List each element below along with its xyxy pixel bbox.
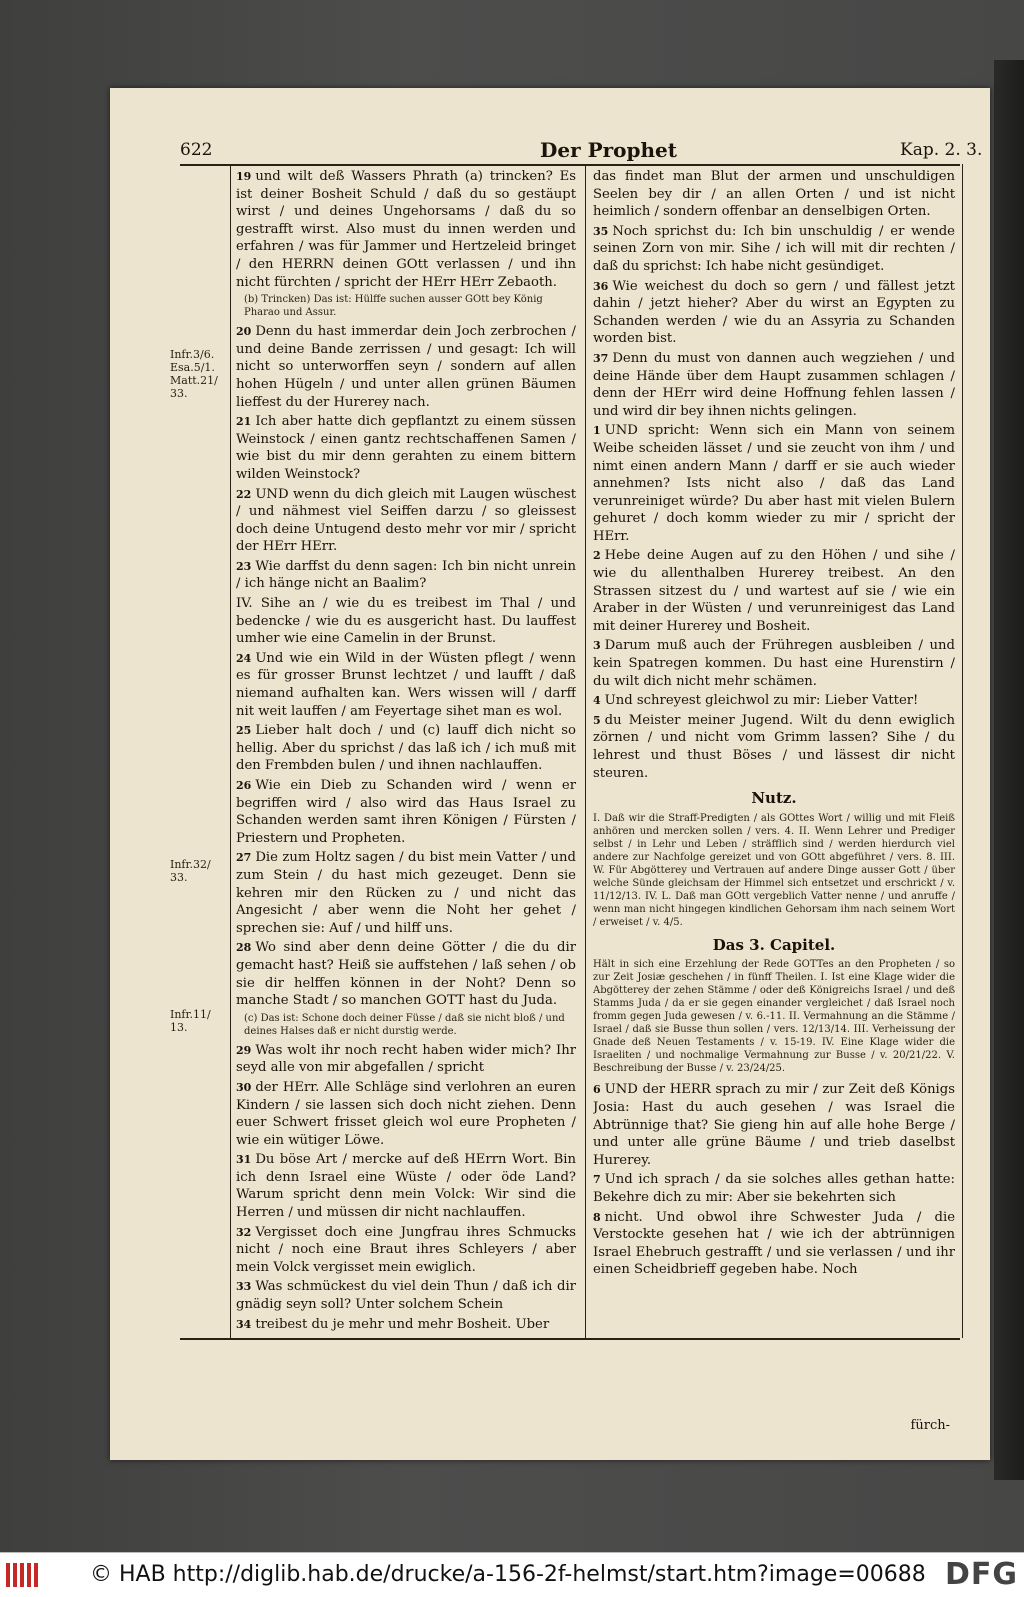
- verse-text: Vergisset doch eine Jungfrau ihres Schmucks nicht / noch eine Braut ihres Schleyers / aber mein Volck vergisset mein ewiglich.: [236, 1224, 576, 1275]
- source-url[interactable]: © HAB http://diglib.hab.de/drucke/a-156-2f-helmst/start.htm?image=00688: [90, 1562, 926, 1587]
- verse-number: 31: [236, 1153, 252, 1167]
- verse-number: 25: [236, 724, 252, 738]
- verse-paragraph: [593, 637, 955, 690]
- margin-ref: Infr.11/ 13.: [170, 1008, 211, 1034]
- book-edge: [994, 60, 1024, 1480]
- verse-paragraph: [236, 413, 576, 483]
- verse-text: Wie ein Dieb zu Schanden wird / wenn er begriffen wird / also wird das Haus Israel zu Schanden werden samt ihren Königen / Fürsten / Priestern und Propheten.: [236, 778, 576, 846]
- verse-text: UND wenn du dich gleich mit Laugen wüschest / und nähmest viel Seiffen darzu / so gleissest doch deine Untugend desto mehr vor mir / spricht der HErr HErr.: [236, 486, 576, 555]
- footnote: (b) Trincken) Das ist: Hülffe suchen ausser GOtt bey König Pharao und Assur.: [244, 294, 543, 319]
- verse-text: der HErr. Alle Schläge sind verlohren an euren Kindern / sie lassen sich doch nicht ziehen. Denn euer Schwert frisset gleich wol eure Propheten / wie ein wütiger Löwe.: [236, 1079, 576, 1148]
- verse-text: treibest du je mehr und mehr Bosheit. Uber: [255, 1316, 550, 1332]
- section-heading: Das 3. Capitel.: [712, 935, 836, 954]
- page-number: 622: [180, 140, 213, 160]
- verse-number: 33: [236, 1280, 252, 1294]
- running-title: Der Prophet: [540, 138, 677, 162]
- verse-text: das findet man Blut der armen und unschuldigen Seelen bey dir / an allen Orten / und ist nicht heimlich / sondern offenbar an denselbigen Orten.: [593, 169, 955, 220]
- verse-paragraph: [236, 939, 576, 1009]
- margin-ref: Infr.3/6. Esa.5/1. Matt.21/ 33.: [170, 348, 218, 400]
- verse-number: 37: [593, 351, 609, 365]
- verse-paragraph: [593, 422, 955, 545]
- verse-text: Darum muß auch der Frühregen ausbleiben / und kein Spatregen kommen. Du hast eine Hurenstirn / du wilt dich nicht mehr schämen.: [593, 638, 955, 689]
- verse-text: Du böse Art / mercke auf deß HErrn Wort. Bin ich denn Israel eine Wüste / oder öde Land? Warum spricht denn mein Volck: Wir sind die Herren / und müssen dir nicht nachlauffen.: [236, 1152, 576, 1221]
- verse-number: 7: [593, 1173, 601, 1187]
- page-header: [180, 136, 1024, 166]
- chapter-summary: Hält in sich eine Erzehlung der Rede GOTTes an den Propheten / so zur Zeit Josiæ geschehen / in fünff Theilen. I. Ist eine Klage wider die Abgötterey der zehen Stämme / oder deß Königreichs Israel / und deß Stamms Juda / da er sie gegen einander vergleichet / daß Israel noch fromm gegen Juda gewesen / v. 6.-11. II. Vermahnung an die Stämme / Israel / daß sie Busse thun sollen / vers. 12/13/14. III. Verheissung der Gnade deß Neuen Testaments / v. 15-19. IV. Eine Klage wider die Israeliten / und nochmalige Vermahnung zur Busse / v. 20/21/22. V. Beschreibung der Busse / v. 23/24/25.: [593, 959, 955, 1075]
- verse-text: Was schmückest du viel dein Thun / daß ich dir gnädig seyn soll? Unter solchem Schein: [236, 1279, 576, 1313]
- column-rule: [585, 164, 586, 1338]
- verse-number: 24: [236, 651, 252, 665]
- verse-number: 2: [593, 549, 601, 563]
- verse-paragraph: [593, 278, 955, 348]
- verse-paragraph: [236, 1042, 576, 1077]
- verse-paragraph: [236, 1224, 576, 1277]
- verse-paragraph: [236, 777, 576, 847]
- verse-paragraph: [236, 1151, 576, 1221]
- verse-paragraph: [593, 712, 955, 782]
- section-heading: Nutz.: [751, 789, 797, 808]
- verse-text: IV. Sihe an / wie du es treibest im Thal / und bedencke / wie du es ausgericht hast. Du lauffest umher wie eine Camelin in der Brunst.: [236, 596, 576, 647]
- footnote: (c) Das ist: Schone doch deiner Füsse / daß sie nicht bloß / und deines Halses daß er nicht durstig werde.: [244, 1012, 565, 1037]
- verse-number: 22: [236, 487, 252, 501]
- verse-number: 36: [593, 279, 609, 293]
- verse-paragraph: [236, 558, 576, 593]
- footer-bar: [0, 1552, 1024, 1597]
- verse-paragraph: [236, 722, 576, 775]
- verse-number: 30: [236, 1080, 252, 1094]
- verse-paragraph: [593, 547, 955, 635]
- verse-number: 1: [593, 424, 601, 438]
- verse-text: Hebe deine Augen auf zu den Höhen / und sihe / wie du allenthalben Hurerey treibest. An den Strassen sitzest du / und wartest auf sie / wie ein Araber in der Wüsten / und verunreinigest das Land mit deiner Hurerey und Bosheit.: [593, 548, 955, 634]
- verse-number: 23: [236, 559, 252, 573]
- verse-text: Wie weichest du doch so gern / und fällest jetzt dahin / jetzt hieher? Aber du wirst an Egypten zu Schanden werden / wie du an Assyria zu Schanden worden bist.: [593, 278, 955, 347]
- verse-paragraph: [593, 1081, 955, 1169]
- verse-text: Wo sind aber denn deine Götter / die du dir gemacht hast? Heiß sie auffstehen / laß sehen / ob sie dir helffen können in der Noht? Denn so manche Stadt / so manchen GOTT hast du Juda.: [236, 940, 576, 1009]
- verse-paragraph: [593, 223, 955, 276]
- verse-text: Noch sprichst du: Ich bin unschuldig / er wende seinen Zorn von mir. Sihe / ich will mit dir rechten / daß du sprichst: Ich habe nicht gesündiget.: [593, 223, 955, 274]
- verse-number: 19: [236, 170, 252, 183]
- margin-rule: [230, 164, 231, 1338]
- verse-number: 8: [593, 1210, 601, 1224]
- verse-number: 20: [236, 325, 252, 339]
- verse-text: Lieber halt doch / und (c) lauff dich nicht so hellig. Aber du sprichst / das laß ich / ich muß mit den Frembden bulen / und ihnen nachlauffen.: [236, 723, 576, 774]
- verse-text: Denn du hast immerdar dein Joch zerbrochen / und deine Bande zerrissen / und gesagt: Ich will nicht so unterworffen seyn / sondern auf allen hohen Hügeln / und unter allen grünen Bäumen lieffest du der Hurerey nach.: [236, 324, 576, 410]
- chapter-label: Kap. 2. 3.: [900, 140, 983, 160]
- verse-text: Denn du must von dannen auch wegziehen / und deine Hände über dem Haupt zusammen schlagen / denn der HErr wird deine Hoffnung fehlen lassen / und wird dir bey ihnen nichts gelingen.: [593, 350, 955, 419]
- verse-paragraph: [236, 595, 576, 648]
- margin-ref: Infr.32/ 33.: [170, 858, 211, 884]
- verse-text: Und schreyest gleichwol zu mir: Lieber Vatter!: [604, 693, 919, 709]
- verse-text: Wie darffst du denn sagen: Ich bin nicht unrein / ich hänge nicht an Baalim?: [236, 558, 576, 592]
- verse-number: 35: [593, 224, 609, 238]
- verse-paragraph: [593, 350, 955, 420]
- verse-paragraph: [593, 1171, 955, 1206]
- verse-text: Was wolt ihr noch recht haben wider mich? Ihr seyd alle von mir abgefallen / spricht: [236, 1042, 576, 1076]
- verse-paragraph: [236, 486, 576, 556]
- verse-number: 28: [236, 941, 252, 955]
- verse-text: du Meister meiner Jugend. Wilt du denn ewiglich zörnen / und nicht vom Grimm lassen? Sihe / du lehrest und thust Böses / und lässest dir nicht steuren.: [593, 712, 955, 781]
- verse-number: 32: [236, 1225, 252, 1239]
- verse-text: und wilt deß Wassers Phrath (a) trincken? Es ist deiner Bosheit Schuld / daß du so gestäupt wirst / und deines Ungehorsams / daß du so gestrafft wirst. Also must du innen werden und erfahren / was für Jammer und Hertzeleid bringet / den HERRN deinen GOtt verlassen / und ihn nicht fürchten / spricht der HErr HErr Zebaoth.: [236, 169, 576, 290]
- verse-paragraph: [236, 1079, 576, 1149]
- header-rule: [180, 164, 960, 166]
- verse-text: UND der HERR sprach zu mir / zur Zeit deß Königs Josia: Hast du auch gesehen / was Israel die Abtrünnige that? Sie gieng hin auf alle hohe Berge / und unter alle grüne Bäume / und trieb daselbst Hurerey.: [593, 1082, 955, 1168]
- verse-number: 3: [593, 639, 601, 653]
- verse-number: 27: [236, 851, 252, 865]
- verse-number: 26: [236, 779, 252, 792]
- book-page: [110, 88, 990, 1460]
- verse-paragraph: [236, 1278, 576, 1313]
- catchword: fürch-: [910, 1418, 950, 1433]
- dfg-logo: DFG: [944, 1557, 1018, 1592]
- verse-paragraph: [236, 849, 576, 937]
- verse-number: 4: [593, 694, 601, 708]
- right-text-column: [593, 168, 955, 1428]
- verse-number: 34: [236, 1317, 252, 1331]
- verse-text: Und ich sprach / da sie solches alles gethan hatte: Bekehre dich zu mir: Aber sie bekehrten sich: [593, 1172, 955, 1205]
- verse-paragraph: [593, 692, 955, 710]
- verse-number: 5: [593, 713, 601, 727]
- verse-number: 6: [593, 1083, 601, 1097]
- library-logo-icon: [4, 1561, 44, 1589]
- verse-paragraph: [593, 168, 955, 221]
- chapter-summary: I. Daß wir die Straff-Predigten / als GOttes Wort / willig und mit Fleiß anhören und mercken sollen / vers. 4. II. Wenn Lehrer und Prediger selbst / in Lehr und Leben / sträfflich sind / werden hierdurch viel andere zur Nachfolge gereizet und von GOtt abgeführet / vers. 8. III. W. Für Abgötterey und Vertrauen auf andere Dinge ausser Gott / über welche Sünde gleichsam der Himmel sich entsetzet und erschrickt / v. 11/12/13. IV. L. Daß man GOtt vergeblich Vatter nenne / und anruffe / wenn man nicht hingegen kindlichen Gehorsam ihm nach seinem Wort / erweiset / v. 4/5.: [593, 812, 955, 928]
- verse-paragraph: [593, 1209, 955, 1279]
- verse-text: Ich aber hatte dich gepflantzt zu einem süssen Weinstock / einen gantz rechtschaffenen Samen / wie bist du mir denn gerahten zu einem bittern wilden Weinstock?: [236, 414, 576, 482]
- verse-number: 21: [236, 415, 252, 429]
- left-text-column: [236, 168, 576, 1428]
- right-rule: [962, 164, 963, 1338]
- verse-text: Und wie ein Wild in der Wüsten pflegt / wenn es für grosser Brunst lechtzet / und laufft / daß niemand aufhalten kan. Wers wissen will / darff nit weit lauffen / am Feyertage sihet man es wol.: [236, 650, 576, 719]
- verse-paragraph: [236, 323, 576, 411]
- verse-paragraph: [236, 168, 576, 291]
- verse-text: Die zum Holtz sagen / du bist mein Vatter / und zum Stein / du hast mich gezeuget. Denn sie kehren mir den Rücken zu / und nicht das Angesicht / aber wenn die Noht her gehet / sprechen sie: Auf / und hilff uns.: [236, 850, 576, 936]
- verse-paragraph: [236, 650, 576, 720]
- verse-text: UND spricht: Wenn sich ein Mann von seinem Weibe scheiden lässet / und sie zeucht von ihm / und nimt einen andern Mann / darff er sie auch wieder annehmen? Ists nicht also / daß das Land verunreiniget würde? Du aber hast mit vielen Bulern gehuret / doch komm wieder zu mir / spricht der HErr.: [593, 423, 955, 544]
- verse-paragraph: [236, 1316, 576, 1334]
- verse-number: 29: [236, 1043, 252, 1057]
- verse-text: nicht. Und obwol ihre Schwester Juda / die Verstockte gesehen hat / wie ich der abtrünnigen Israel Ehebruch gestrafft / und sie verlassen / und ihr einen Scheidbrieff gegeben habe. Noch: [593, 1209, 955, 1278]
